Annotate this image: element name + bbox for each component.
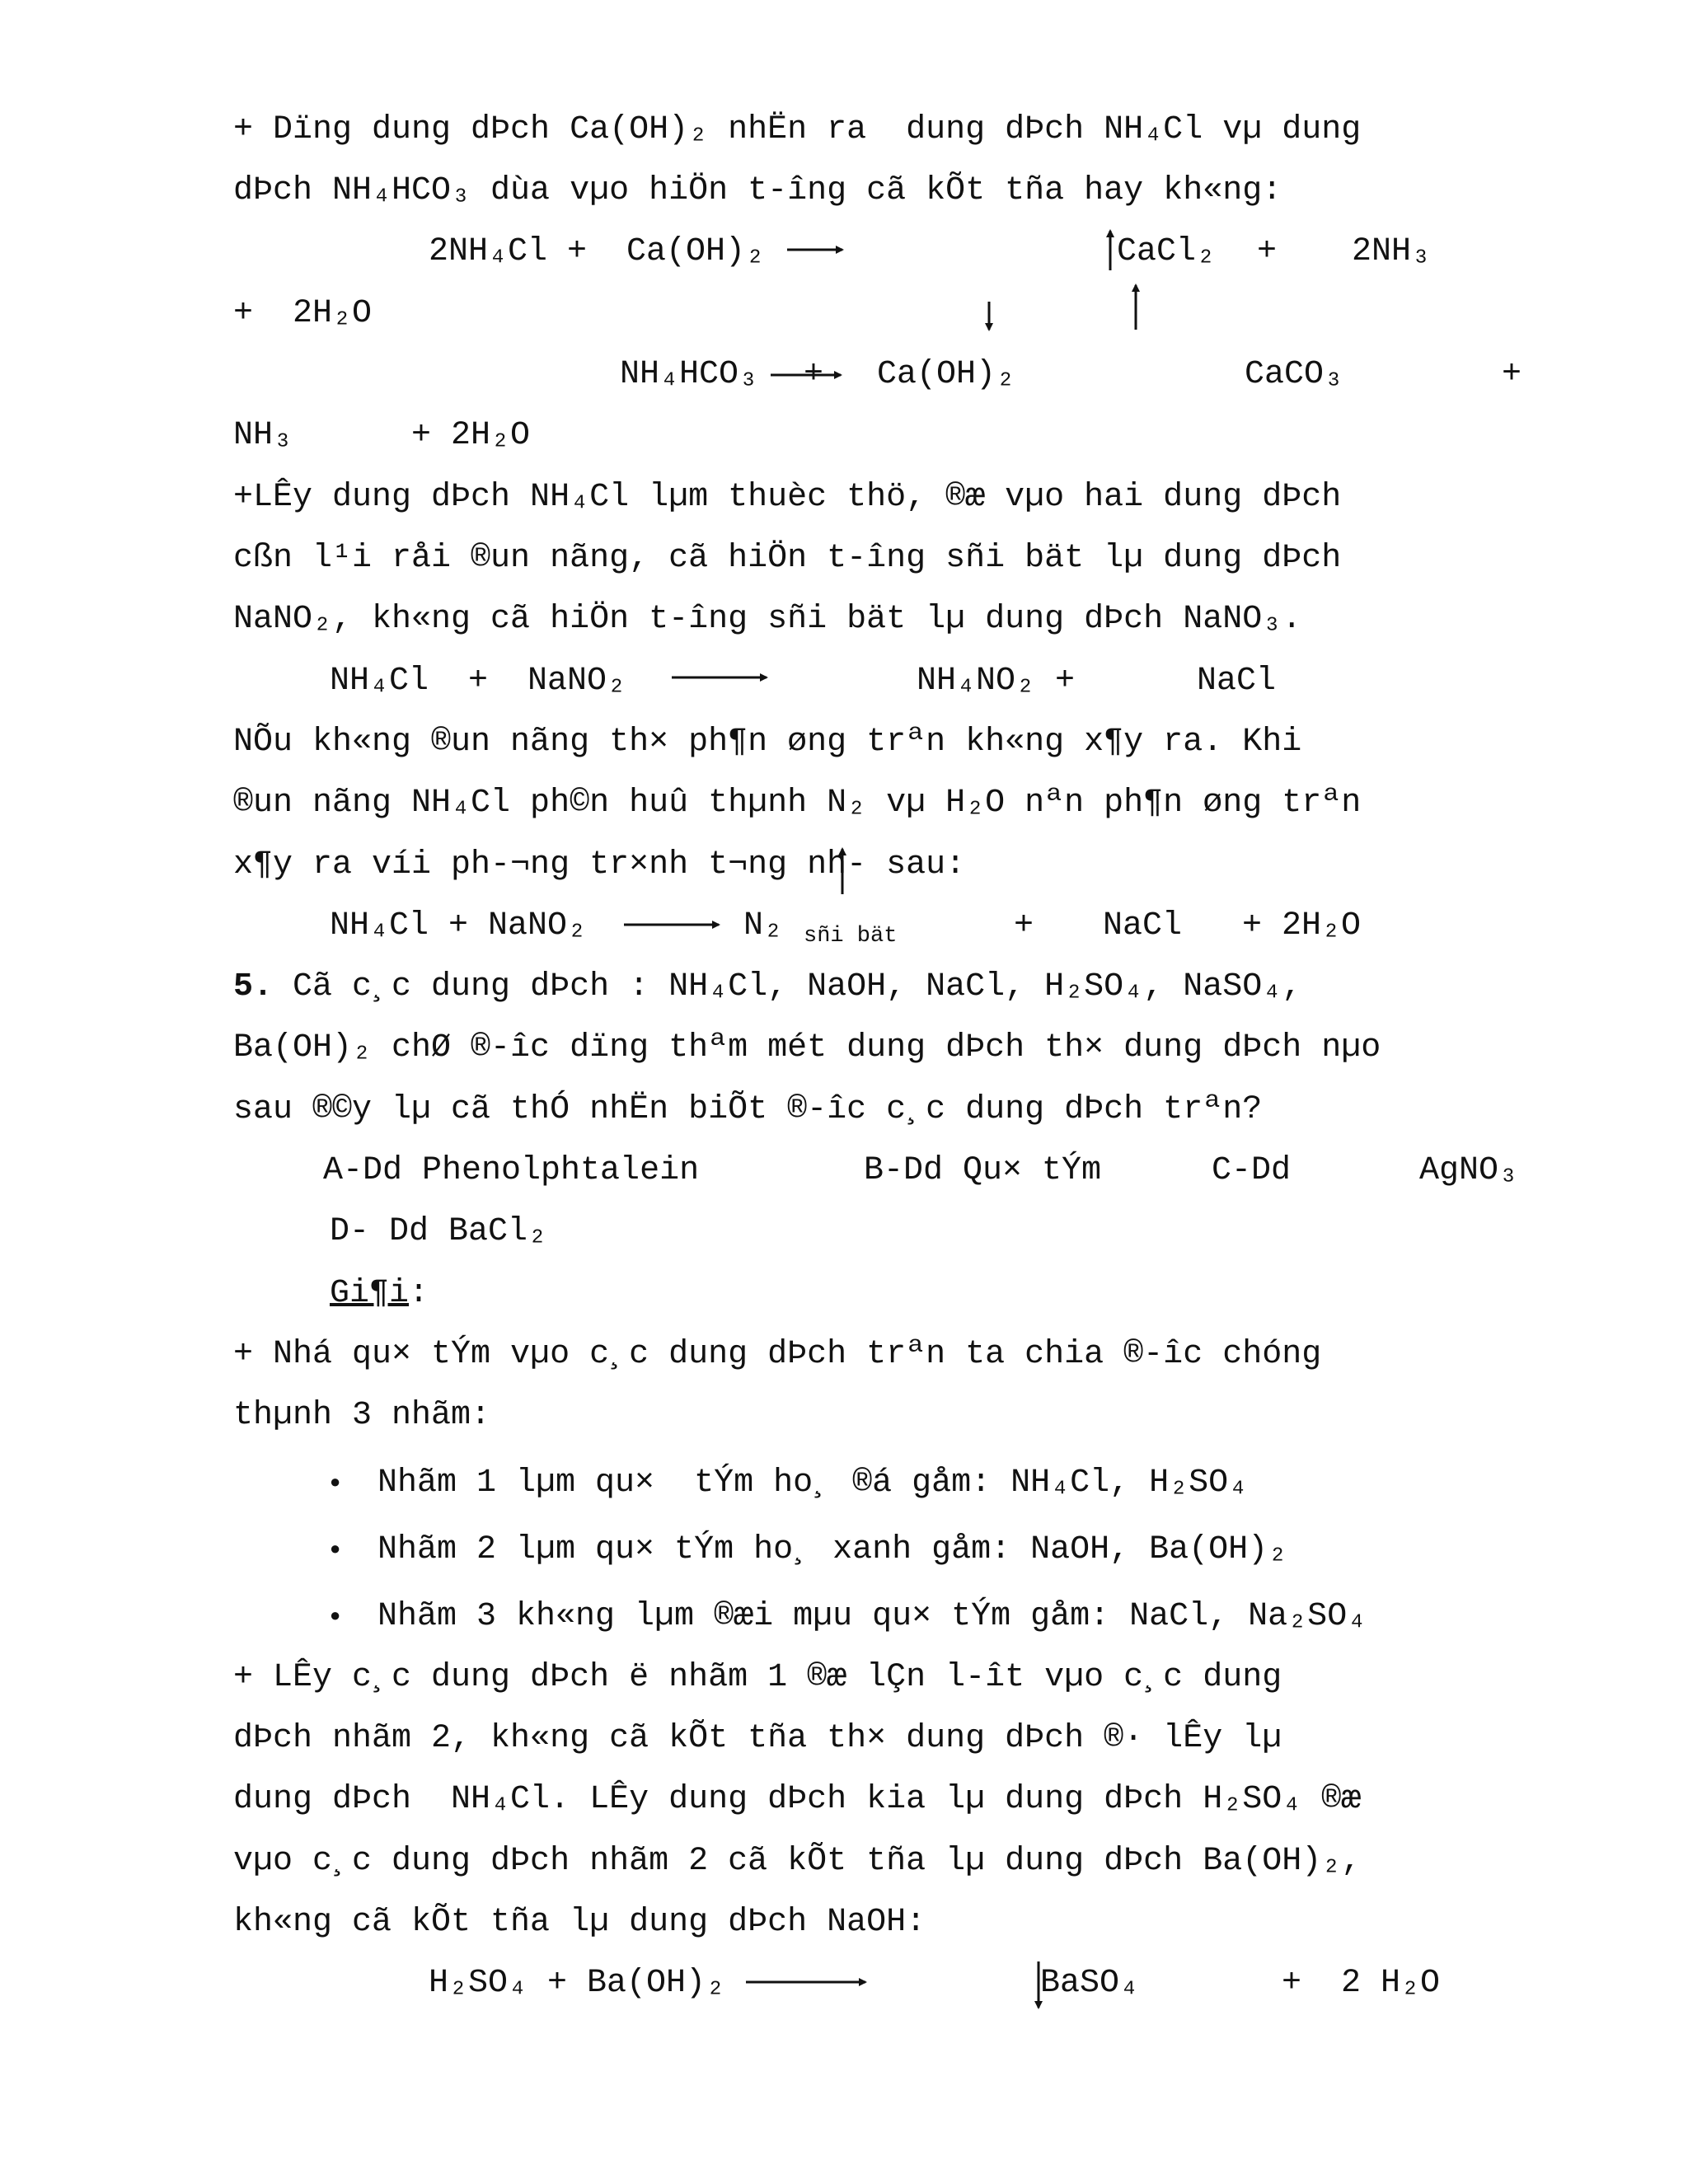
equation-4-product-1: N₂ [743, 907, 784, 944]
equation-2-plus: + [1502, 356, 1522, 393]
equation-2-reactant-2: Ca(OH)₂ [877, 356, 1016, 393]
text-line: + Nhá qu× tÝm vµo c¸c dung dÞch trªn ta chia ®-îc chóng [233, 1336, 1322, 1373]
equation-4-product-3: + 2H₂O [1242, 907, 1362, 944]
equation-2-product-1: CaCO₃ [1245, 356, 1344, 393]
solution-label: Gi¶i [330, 1275, 410, 1312]
equation-4-product-2: NaCl [1103, 907, 1183, 944]
text-line: dÞch nhãm 2, kh«ng cã kÕt tña th× dung dÞch ®· lÊy lµ [233, 1720, 1282, 1757]
text-line: ®un nãng NH₄Cl ph©n huû thµnh N₂ vµ H₂O nªn ph¶n øng trªn [233, 785, 1362, 822]
bullet-item: ● Nhãm 2 lµm qu× tÝm ho¸ xanh gåm: NaOH, Ba(OH)₂ [377, 1530, 1287, 1571]
text-line: NÕu kh«ng ®un nãng th× ph¶n øng trªn kh«ng x¶y ra. Khi [233, 724, 1302, 761]
equation-3-reactants: NH₄Cl + NaNO₂ [330, 663, 627, 700]
text-line: vµo c¸c dung dÞch nhãm 2 cã kÕt tña lµ dung dÞch Ba(OH)₂, [233, 1843, 1362, 1880]
text-line: + LÊy c¸c dung dÞch ë nhãm 1 ®æ lÇn l-ît vµo c¸c dung [233, 1659, 1282, 1696]
equation-3-product-1: NH₄NO₂ + [917, 663, 1076, 700]
equation-1-product-2: 2NH₃ [1352, 233, 1432, 270]
option-c-value: AgNO₃ [1419, 1152, 1519, 1189]
text-line: kh«ng cã kÕt tña lµ dung dÞch NaOH: [233, 1904, 926, 1941]
text-line: NH₃ + 2H₂O [233, 417, 531, 454]
equation-5-product-2: + 2 H₂O [1282, 1965, 1441, 2002]
text-line: dÞch NH₄HCO₃ dùa vµo hiÖn t-îng cã kÕt tña hay kh«ng: [233, 172, 1282, 209]
text-line: NaNO₂, kh«ng cã hiÖn t-îng sñi bät lµ dung dÞch NaNO₃. [233, 601, 1302, 638]
option-d: D- Dd BaCl₂ [330, 1213, 548, 1250]
bullet-item: ● Nhãm 1 lµm qu× tÝm ho¸ ®á gåm: NH₄Cl, H₂SO₄ [377, 1463, 1248, 1504]
equation-4-reactants: NH₄Cl + NaNO₂ [330, 907, 588, 944]
text-line: cßn l¹i råi ®un nãng, cã hiÖn t-îng sñi bät lµ dung dÞch [233, 540, 1342, 577]
text-line: dung dÞch NH₄Cl. LÊy dung dÞch kia lµ dung dÞch H₂SO₄ ®æ [233, 1781, 1362, 1818]
text-line: sau ®©y lµ cã thÓ nhËn biÕt ®-îc c¸c dung dÞch trªn? [233, 1091, 1263, 1128]
question-text: Cã c¸c dung dÞch : NH₄Cl, NaOH, NaCl, H₂SO₄, NaSO₄, [273, 968, 1302, 1005]
option-b: B-Dd Qu× tÝm [864, 1152, 1102, 1189]
text-line: x¶y ra víi ph-¬ng tr×nh t¬ng nh- sau: [233, 846, 966, 883]
equation-2-plus: + [804, 356, 824, 393]
equation-1-product-1: CaCl₂ [1117, 233, 1217, 270]
equation-1-reactants: 2NH₄Cl + Ca(OH)₂ [429, 233, 766, 270]
bullet-item: ● Nhãm 3 kh«ng lµm ®æi mµu qu× tÝm gåm: NaCl, Na₂SO₄ [377, 1596, 1367, 1638]
text-line: + 2H₂O [233, 295, 373, 332]
equation-4-plus: + [1014, 907, 1034, 944]
equation-2-reactant-1: NH₄HCO₃ [620, 356, 759, 393]
text-line: + Dïng dung dÞch Ca(OH)₂ nhËn ra dung dÞch NH₄Cl vµ dung [233, 111, 1362, 148]
option-a: A-Dd Phenolphtalein [323, 1152, 700, 1189]
equation-1-plus: + [1257, 233, 1278, 270]
question-number: 5. [233, 968, 274, 1005]
solution-colon: : [409, 1275, 429, 1312]
text-line: thµnh 3 nhãm: [233, 1397, 491, 1434]
text-line: +LÊy dung dÞch NH₄Cl lµm thuèc thö, ®æ vµo hai dung dÞch [233, 479, 1342, 516]
equation-4-note: sñi bät [804, 924, 898, 949]
equation-5-product-1: BaSO₄ [1040, 1965, 1140, 2002]
option-c: C-Dd [1212, 1152, 1292, 1189]
text-line: Ba(OH)₂ chØ ®-îc dïng thªm mét dung dÞch th× dung dÞch nµo [233, 1029, 1381, 1066]
equation-3-product-2: NaCl [1197, 663, 1277, 700]
equation-5-reactants: H₂SO₄ + Ba(OH)₂ [429, 1965, 726, 2002]
